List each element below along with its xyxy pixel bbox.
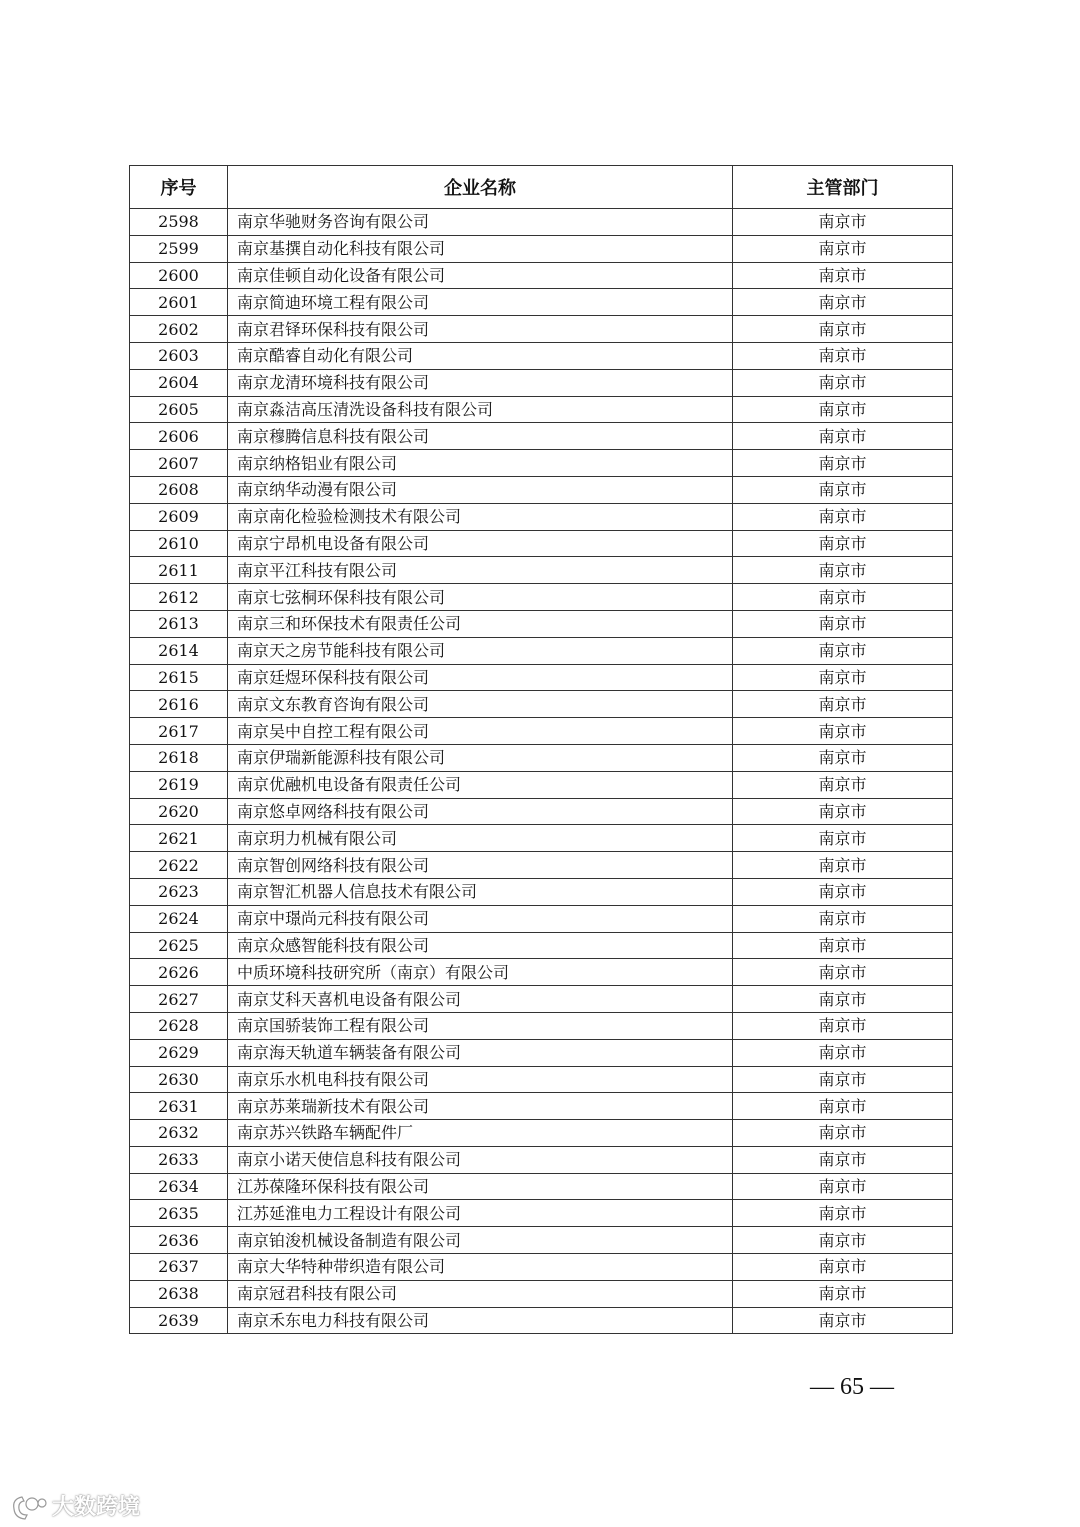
row-company: 南京玥力机械有限公司 xyxy=(228,825,733,852)
table-row xyxy=(130,450,953,477)
row-company: 南京华驰财务咨询有限公司 xyxy=(228,209,733,236)
row-number: 2604 xyxy=(130,369,228,396)
row-department: 南京市 xyxy=(733,1066,953,1093)
row-department: 南京市 xyxy=(733,1146,953,1173)
row-department: 南京市 xyxy=(733,825,953,852)
row-number: 2602 xyxy=(130,316,228,343)
row-company: 南京优融机电设备有限责任公司 xyxy=(228,771,733,798)
row-company: 南京基撰自动化科技有限公司 xyxy=(228,235,733,262)
row-company: 南京平江科技有限公司 xyxy=(228,557,733,584)
row-department: 南京市 xyxy=(733,932,953,959)
table-row xyxy=(130,878,953,905)
table-row xyxy=(130,986,953,1013)
row-number: 2612 xyxy=(130,584,228,611)
row-company: 南京淼洁高压清洗设备科技有限公司 xyxy=(228,396,733,423)
table-row xyxy=(130,1039,953,1066)
row-company: 南京宁昂机电设备有限公司 xyxy=(228,530,733,557)
row-company: 南京国骄装饰工程有限公司 xyxy=(228,1012,733,1039)
row-department: 南京市 xyxy=(733,584,953,611)
table-row xyxy=(130,798,953,825)
row-number: 2639 xyxy=(130,1307,228,1334)
row-number: 2636 xyxy=(130,1227,228,1254)
watermark-text: 大数跨境 xyxy=(52,1495,141,1520)
row-department: 南京市 xyxy=(733,503,953,530)
row-company: 江苏葆隆环保科技有限公司 xyxy=(228,1173,733,1200)
row-number: 2638 xyxy=(130,1280,228,1307)
row-company: 南京南化检验检测技术有限公司 xyxy=(228,503,733,530)
row-company: 南京智创网络科技有限公司 xyxy=(228,852,733,879)
row-company: 南京佳顿自动化设备有限公司 xyxy=(228,262,733,289)
row-company: 南京三和环保技术有限责任公司 xyxy=(228,610,733,637)
row-company: 南京乐水机电科技有限公司 xyxy=(228,1066,733,1093)
row-department: 南京市 xyxy=(733,476,953,503)
row-department: 南京市 xyxy=(733,1254,953,1281)
row-number: 2601 xyxy=(130,289,228,316)
row-department: 南京市 xyxy=(733,342,953,369)
row-number: 2624 xyxy=(130,905,228,932)
row-department: 南京市 xyxy=(733,610,953,637)
row-department: 南京市 xyxy=(733,209,953,236)
row-department: 南京市 xyxy=(733,1012,953,1039)
table-row xyxy=(130,476,953,503)
table-row xyxy=(130,316,953,343)
row-number: 2600 xyxy=(130,262,228,289)
row-company: 南京苏莱瑞新技术有限公司 xyxy=(228,1093,733,1120)
table-row xyxy=(130,235,953,262)
table-row xyxy=(130,1146,953,1173)
table-row xyxy=(130,932,953,959)
row-department: 南京市 xyxy=(733,1280,953,1307)
page-number: — 65 — xyxy=(810,1374,894,1400)
row-department: 南京市 xyxy=(733,637,953,664)
header-department: 主管部门 xyxy=(733,166,953,209)
row-department: 南京市 xyxy=(733,316,953,343)
row-company: 南京铂浚机械设备制造有限公司 xyxy=(228,1227,733,1254)
row-number: 2599 xyxy=(130,235,228,262)
row-department: 南京市 xyxy=(733,986,953,1013)
table-row xyxy=(130,369,953,396)
row-number: 2610 xyxy=(130,530,228,557)
row-company: 南京吴中自控工程有限公司 xyxy=(228,718,733,745)
row-company: 南京纳格铝业有限公司 xyxy=(228,450,733,477)
row-number: 2607 xyxy=(130,450,228,477)
table-row xyxy=(130,664,953,691)
row-number: 2614 xyxy=(130,637,228,664)
row-company: 南京文东教育咨询有限公司 xyxy=(228,691,733,718)
row-company: 南京苏兴铁路车辆配件厂 xyxy=(228,1120,733,1147)
row-department: 南京市 xyxy=(733,369,953,396)
table-row xyxy=(130,289,953,316)
table-row xyxy=(130,557,953,584)
row-department: 南京市 xyxy=(733,1039,953,1066)
row-company: 南京七弦桐环保科技有限公司 xyxy=(228,584,733,611)
row-department: 南京市 xyxy=(733,1200,953,1227)
table-row xyxy=(130,209,953,236)
row-number: 2628 xyxy=(130,1012,228,1039)
row-number: 2634 xyxy=(130,1173,228,1200)
row-company: 南京君铎环保科技有限公司 xyxy=(228,316,733,343)
table-row xyxy=(130,1093,953,1120)
row-number: 2608 xyxy=(130,476,228,503)
table-row xyxy=(130,959,953,986)
table-row xyxy=(130,771,953,798)
row-number: 2605 xyxy=(130,396,228,423)
row-company: 南京简迪环境工程有限公司 xyxy=(228,289,733,316)
table-row xyxy=(130,1200,953,1227)
row-department: 南京市 xyxy=(733,450,953,477)
row-number: 2635 xyxy=(130,1200,228,1227)
row-department: 南京市 xyxy=(733,557,953,584)
row-number: 2609 xyxy=(130,503,228,530)
row-company: 南京悠卓网络科技有限公司 xyxy=(228,798,733,825)
row-number: 2619 xyxy=(130,771,228,798)
row-number: 2631 xyxy=(130,1093,228,1120)
row-company: 南京龙清环境科技有限公司 xyxy=(228,369,733,396)
row-company: 南京纳华动漫有限公司 xyxy=(228,476,733,503)
row-number: 2637 xyxy=(130,1254,228,1281)
row-department: 南京市 xyxy=(733,530,953,557)
row-number: 2621 xyxy=(130,825,228,852)
row-company: 南京伊瑞新能源科技有限公司 xyxy=(228,744,733,771)
table-row xyxy=(130,691,953,718)
row-department: 南京市 xyxy=(733,1093,953,1120)
row-department: 南京市 xyxy=(733,423,953,450)
row-department: 南京市 xyxy=(733,878,953,905)
row-number: 2618 xyxy=(130,744,228,771)
row-company: 江苏延淮电力工程设计有限公司 xyxy=(228,1200,733,1227)
row-company: 南京冠君科技有限公司 xyxy=(228,1280,733,1307)
row-company: 南京酷睿自动化有限公司 xyxy=(228,342,733,369)
table-header-row xyxy=(130,166,953,209)
row-department: 南京市 xyxy=(733,1173,953,1200)
camera-logo-icon xyxy=(10,1491,48,1521)
table-row xyxy=(130,342,953,369)
row-department: 南京市 xyxy=(733,396,953,423)
watermark xyxy=(10,1490,140,1521)
row-department: 南京市 xyxy=(733,1120,953,1147)
row-department: 南京市 xyxy=(733,1307,953,1334)
row-number: 2620 xyxy=(130,798,228,825)
table-row xyxy=(130,852,953,879)
row-number: 2630 xyxy=(130,1066,228,1093)
row-company: 南京小诺天使信息科技有限公司 xyxy=(228,1146,733,1173)
table-row xyxy=(130,423,953,450)
table-row xyxy=(130,610,953,637)
row-number: 2615 xyxy=(130,664,228,691)
row-company: 南京海天轨道车辆装备有限公司 xyxy=(228,1039,733,1066)
row-number: 2617 xyxy=(130,718,228,745)
row-department: 南京市 xyxy=(733,771,953,798)
row-department: 南京市 xyxy=(733,718,953,745)
row-department: 南京市 xyxy=(733,262,953,289)
row-number: 2632 xyxy=(130,1120,228,1147)
table-row xyxy=(130,1012,953,1039)
row-number: 2613 xyxy=(130,610,228,637)
table-row xyxy=(130,718,953,745)
row-company: 南京禾东电力科技有限公司 xyxy=(228,1307,733,1334)
row-number: 2611 xyxy=(130,557,228,584)
row-company: 南京艾科天喜机电设备有限公司 xyxy=(228,986,733,1013)
header-company: 企业名称 xyxy=(228,166,733,209)
table-row xyxy=(130,1066,953,1093)
row-department: 南京市 xyxy=(733,289,953,316)
table-body xyxy=(130,209,953,1334)
row-company: 南京大华特种带织造有限公司 xyxy=(228,1254,733,1281)
row-company: 南京智汇机器人信息技术有限公司 xyxy=(228,878,733,905)
row-department: 南京市 xyxy=(733,664,953,691)
row-department: 南京市 xyxy=(733,905,953,932)
row-number: 2603 xyxy=(130,342,228,369)
row-number: 2622 xyxy=(130,852,228,879)
row-number: 2629 xyxy=(130,1039,228,1066)
enterprise-table xyxy=(129,165,953,1334)
table-row xyxy=(130,1254,953,1281)
table-row xyxy=(130,744,953,771)
row-number: 2598 xyxy=(130,209,228,236)
row-department: 南京市 xyxy=(733,235,953,262)
header-number: 序号 xyxy=(130,166,228,209)
table-row xyxy=(130,1227,953,1254)
row-number: 2606 xyxy=(130,423,228,450)
row-number: 2623 xyxy=(130,878,228,905)
table-row xyxy=(130,584,953,611)
table-row xyxy=(130,1307,953,1334)
row-company: 南京众感智能科技有限公司 xyxy=(228,932,733,959)
table-row xyxy=(130,503,953,530)
row-department: 南京市 xyxy=(733,959,953,986)
row-department: 南京市 xyxy=(733,744,953,771)
table-row xyxy=(130,1173,953,1200)
row-company: 南京穆腾信息科技有限公司 xyxy=(228,423,733,450)
table-row xyxy=(130,262,953,289)
row-department: 南京市 xyxy=(733,1227,953,1254)
row-company: 南京廷煜环保科技有限公司 xyxy=(228,664,733,691)
table-row xyxy=(130,396,953,423)
row-number: 2625 xyxy=(130,932,228,959)
row-company: 中质环境科技研究所（南京）有限公司 xyxy=(228,959,733,986)
row-number: 2626 xyxy=(130,959,228,986)
row-number: 2633 xyxy=(130,1146,228,1173)
table-row xyxy=(130,530,953,557)
row-number: 2616 xyxy=(130,691,228,718)
table-row xyxy=(130,637,953,664)
table-row xyxy=(130,1280,953,1307)
table-row xyxy=(130,1120,953,1147)
row-department: 南京市 xyxy=(733,852,953,879)
row-department: 南京市 xyxy=(733,798,953,825)
row-department: 南京市 xyxy=(733,691,953,718)
row-number: 2627 xyxy=(130,986,228,1013)
row-company: 南京中璟尚元科技有限公司 xyxy=(228,905,733,932)
table-row xyxy=(130,825,953,852)
table-row xyxy=(130,905,953,932)
row-company: 南京天之房节能科技有限公司 xyxy=(228,637,733,664)
